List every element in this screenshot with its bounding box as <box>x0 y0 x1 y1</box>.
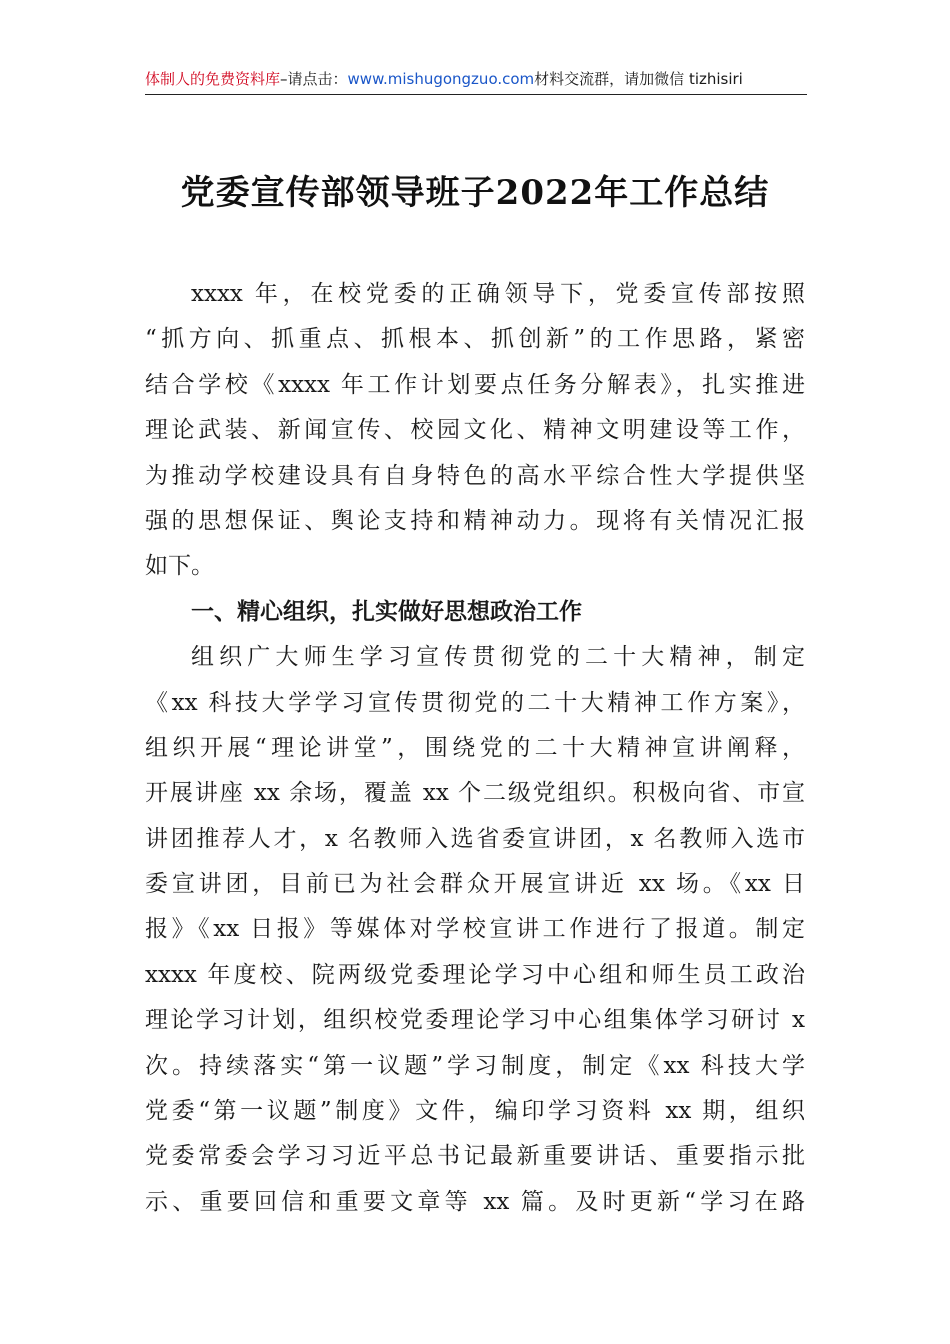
paragraph-line: 委宣讲团，目前已为社会群众开展宣讲近 xx 场。《xx 日 <box>145 871 805 898</box>
paragraph-line: 如下。 <box>145 553 214 580</box>
section-heading: 一、精心组织，扎实做好思想政治工作 <box>191 598 582 625</box>
paragraph-line: 理论学习计划，组织校党委理论学习中心组集体学习研讨 x <box>145 1007 805 1034</box>
paragraph-line: 次。持续落实“第一议题”学习制度，制定《xx 科技大学 <box>145 1052 805 1079</box>
paragraph-line: 结合学校《xxxx 年工作计划要点任务分解表》，扎实推进 <box>145 371 805 398</box>
paragraph-line: 为推动学校建设具有自身特色的高水平综合性大学提供坚 <box>145 462 805 489</box>
paragraph-line: 党委常委会学习习近平总书记最新重要讲话、重要指示批 <box>145 1143 805 1170</box>
header-contact-text: 材料交流群，请加微信 tizhisiri <box>534 70 743 88</box>
paragraph-line: 组织广大师生学习宣传贯彻党的二十大精神，制定 <box>191 644 805 671</box>
document-title: 党委宣传部领导班子2022年工作总结 <box>180 173 770 213</box>
document-body <box>145 272 805 1225</box>
paragraph-line: 报》《xx 日报》等媒体对学校宣讲工作进行了报道。制定 <box>145 916 805 943</box>
paragraph-line: 讲团推荐人才，x 名教师入选省委宣讲团，x 名教师入选市 <box>145 825 805 852</box>
header-url-link[interactable]: www.mishugongzuo.com <box>347 70 535 88</box>
header-click-text: –请点击： <box>280 70 348 88</box>
paragraph-line: 组织开展“理论讲堂”，围绕党的二十大精神宣讲阐释， <box>145 734 805 761</box>
page-header <box>145 68 807 95</box>
paragraph-line: 开展讲座 xx 余场，覆盖 xx 个二级党组织。积极向省、市宣 <box>145 780 805 807</box>
paragraph-line: 党委“第一议题”制度》文件，编印学习资料 xx 期，组织 <box>145 1098 805 1125</box>
paragraph-line: 强的思想保证、舆论支持和精神动力。现将有关情况汇报 <box>145 507 805 534</box>
paragraph-line: 示、重要回信和重要文章等 xx 篇。及时更新“学习在路 <box>145 1188 805 1215</box>
paragraph-line: xxxx 年，在校党委的正确领导下，党委宣传部按照 <box>191 281 805 307</box>
paragraph-line: 理论武装、新闻宣传、校园文化、精神文明建设等工作， <box>145 417 805 444</box>
paragraph-line: xxxx 年度校、院两级党委理论学习中心组和师生员工政治 <box>145 961 805 988</box>
paragraph-line: 《xx 科技大学学习宣传贯彻党的二十大精神工作方案》， <box>145 689 805 716</box>
header-site-name: 体制人的免费资料库 <box>145 70 281 88</box>
paragraph-line: “抓方向、抓重点、抓根本、抓创新”的工作思路，紧密 <box>145 326 805 353</box>
